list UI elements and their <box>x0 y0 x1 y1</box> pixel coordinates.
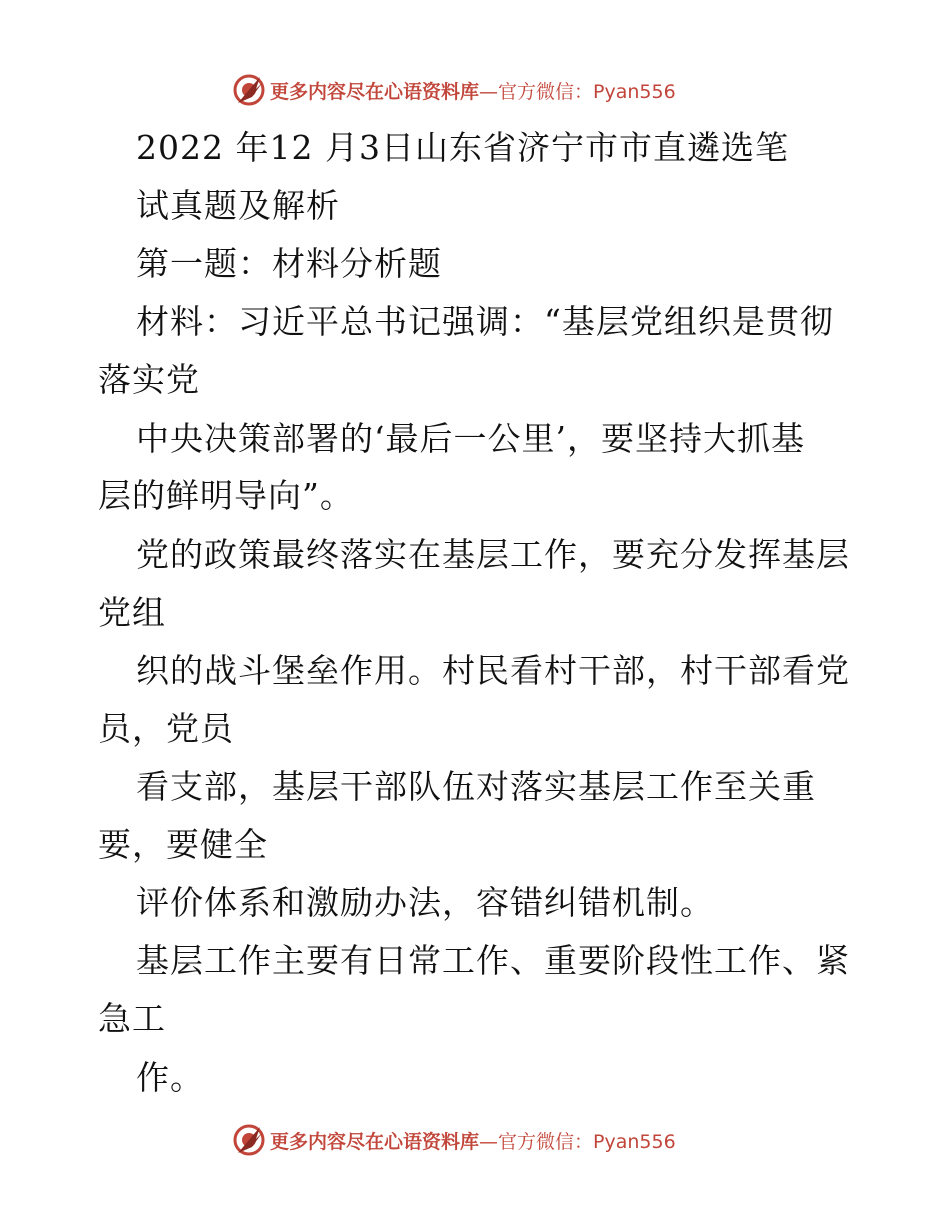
paragraph-line: 织的战斗堡垒作用。村民看村干部，村干部看党 <box>136 651 850 690</box>
doc-title-line-1: 2022 年12 月3日山东省济宁市市直遴选笔 <box>136 128 789 167</box>
paragraph-line: 党的政策最终落实在基层工作，要充分发挥基层 <box>136 535 850 574</box>
footer-brand-text: 更多内容尽在心语资料库 <box>270 1130 480 1153</box>
footer-wechat-text: —官方微信：Pyan556 <box>479 1130 676 1153</box>
feather-logo-icon <box>232 1123 266 1157</box>
paragraph-line: 基层工作主要有日常工作、重要阶段性工作、紧 <box>136 941 850 980</box>
header-wechat-text: —官方微信：Pyan556 <box>479 80 676 103</box>
section-heading: 第一题：材料分析题 <box>136 244 442 283</box>
paragraph-line: 看支部，基层干部队伍对落实基层工作至关重 <box>136 767 816 806</box>
paragraph-line: 层的鲜明导向”。 <box>98 476 354 515</box>
doc-title-line-2: 试真题及解析 <box>136 186 340 225</box>
paragraph-line: 党组 <box>98 593 166 632</box>
paragraph-line: 员，党员 <box>98 709 234 748</box>
paragraph-line: 作。 <box>136 1058 204 1097</box>
paragraph-line: 评价体系和激励办法，容错纠错机制。 <box>136 883 714 922</box>
paragraph-line: 材料：习近平总书记强调：“基层党组织是贯彻 <box>136 302 834 341</box>
header-brand-text: 更多内容尽在心语资料库 <box>270 80 480 103</box>
paragraph-line: 中央决策部署的‘最后一公里’，要坚持大抓基 <box>136 419 805 458</box>
footer-watermark-banner <box>232 1122 676 1158</box>
paragraph-line: 落实党 <box>98 360 200 399</box>
header-watermark-banner <box>232 72 676 108</box>
paragraph-line: 急工 <box>98 999 166 1038</box>
feather-logo-icon <box>232 73 266 107</box>
paragraph-line: 要，要健全 <box>98 825 268 864</box>
